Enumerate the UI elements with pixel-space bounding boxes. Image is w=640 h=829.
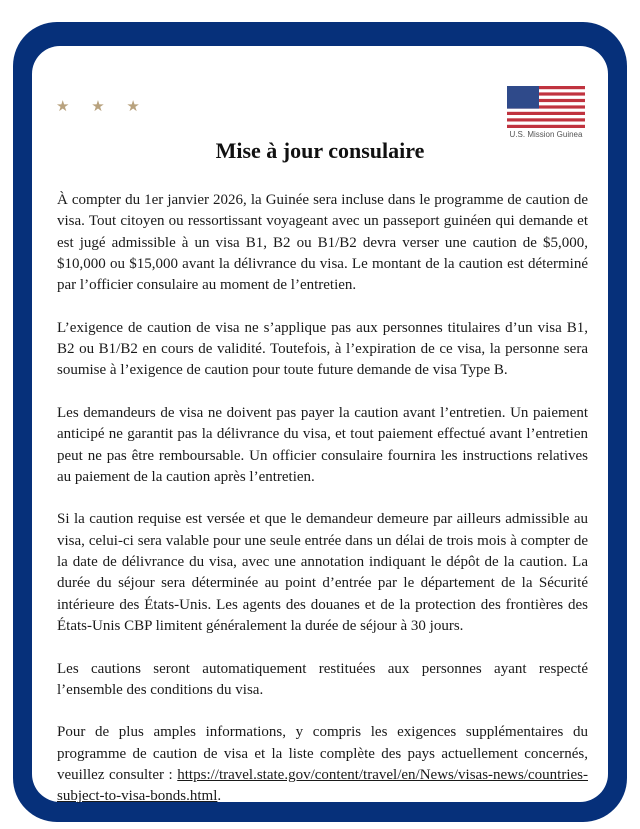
- stars-decoration: ★ ★ ★: [56, 99, 149, 115]
- page-frame: [13, 22, 627, 822]
- period: .: [217, 788, 222, 805]
- visa-bonds-link[interactable]: https://travel.state.gov/content/travel/en/News/visas-news/countries-subject-to-visa-bonds.html: [57, 767, 588, 805]
- page-title: Mise à jour consulaire: [215, 138, 425, 163]
- paragraph: Si la caution requise est versée et que le demandeur demeure par ailleurs admissible au visa, celui-ci sera valable pour une seule entrée dans un délai de trois mois à compter de la date de délivrance du visa, avec une annotation indiquant le dépôt de la caution. La durée du séjour sera déterminée au point d’entrée par le département de la Sécurité intérieure des États-Unis. Les agents des douanes et de la protection des frontières des États-Unis CBP limitent généralement la durée de séjour à 30 jours.: [57, 511, 588, 634]
- paragraph: Les cautions seront automatiquement restituées aux personnes ayant respecté l’ensemble des conditions du visa.: [57, 660, 588, 698]
- notice-body: [57, 190, 588, 829]
- us-flag-icon: [507, 86, 585, 128]
- paragraph-more-info: [57, 722, 588, 807]
- paragraph: L’exigence de caution de visa ne s’applique pas aux personnes titulaires d’un visa B1, B2 ou B1/B2 en cours de validité. Toutefois, à l’expiration de ce visa, la personne sera soumise à l’exigence de caution pour toute future demande de visa Type B.: [57, 319, 588, 379]
- paragraph: Les demandeurs de visa ne doivent pas payer la caution avant l’entretien. Un paiement anticipé ne garantit pas la délivrance du visa, et tout paiement effectué avant l’entretien peut ne pas être remboursable. Un officier consulaire fournira les instructions relatives au paiement de la caution après l’entretien.: [57, 404, 588, 485]
- paragraph: À compter du 1er janvier 2026, la Guinée sera incluse dans le programme de caution de visa. Tout citoyen ou ressortissant voyageant avec un passeport guinéen qui demande et est jugé admissible à un visa B1, B2 ou B1/B2 devra verser une caution de $5,000, $10,000 ou $15,000 avant la délivrance du visa. Le montant de la caution est déterminé par l’officier consulaire au moment de l’entretien.: [57, 192, 588, 294]
- mission-label: U.S. Mission Guinea: [509, 130, 583, 139]
- notice-card: [32, 46, 608, 805]
- more-info-text: Pour de plus amples informations, y compris les exigences supplémentaires du programme de caution de visa et la liste complète des pays actuellement concernés, veuillez consulter :: [57, 724, 588, 784]
